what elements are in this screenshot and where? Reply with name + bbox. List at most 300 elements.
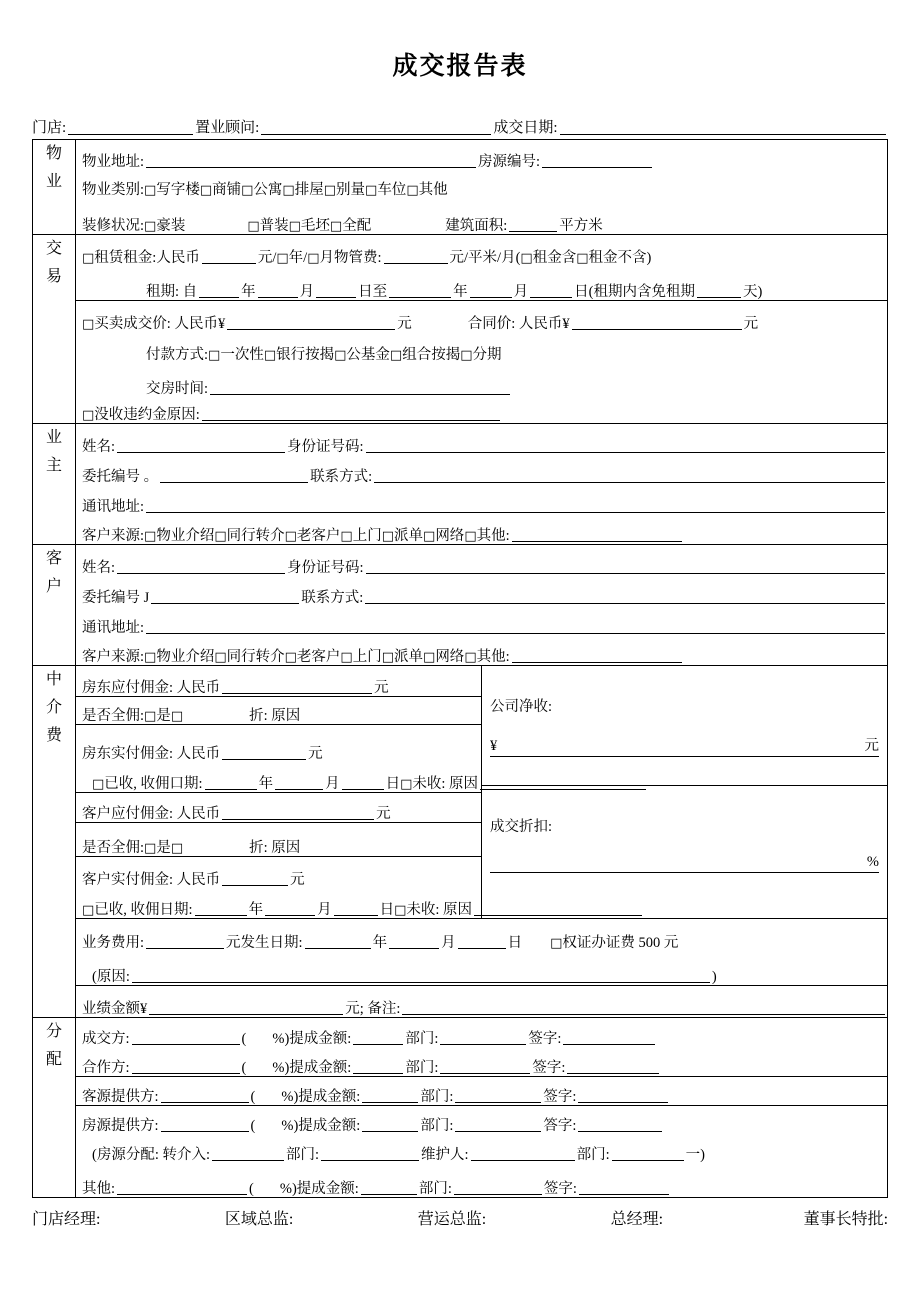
customer-received-year-unit: 年 (248, 901, 264, 918)
customer-paid-unit: 元 (290, 871, 305, 888)
sale-price-input[interactable] (227, 315, 395, 330)
row-customer-due (76, 792, 481, 822)
checkbox-customer-source-4[interactable]: □ (381, 650, 395, 665)
checkbox-payment-3[interactable]: □ (389, 348, 403, 363)
property-address-input[interactable] (146, 153, 476, 168)
alloc-sign-input-0[interactable] (563, 1030, 655, 1045)
section-transaction (33, 235, 888, 424)
checkbox-owner-source-5[interactable]: □ (423, 529, 436, 544)
lease-start-year-input[interactable] (199, 283, 239, 298)
landlord-received-month-unit: 月 (325, 775, 340, 792)
owner-source-other-input[interactable] (512, 527, 682, 542)
payment-method-label: 付款方式: (146, 346, 209, 363)
row-payment-method (76, 332, 887, 363)
alloc-party-input-1[interactable] (132, 1059, 240, 1074)
landlord-paid-unit: 元 (308, 745, 323, 762)
owner-source-label-4: 派单 (394, 527, 424, 544)
discount-rate-cell (482, 786, 887, 901)
decoration-label-3: 全配 (342, 217, 372, 234)
owner-mail-input[interactable] (146, 498, 885, 513)
handover-input[interactable] (210, 380, 510, 395)
row-allocation-3 (76, 1105, 887, 1134)
alloc-pct-open-2: ( (250, 1088, 256, 1105)
landlord-received-day-input[interactable] (342, 775, 384, 790)
alloc-party-input-0[interactable] (132, 1030, 240, 1045)
alloc-party-input-3[interactable] (161, 1117, 249, 1132)
row-allocation-2 (76, 1076, 887, 1105)
alloc-sub-dept-input[interactable] (321, 1146, 419, 1161)
alloc-party-input-2[interactable] (161, 1088, 249, 1103)
signature-row (32, 1206, 888, 1229)
payment-label-3: 组合按揭 (402, 346, 461, 363)
row-property-address (76, 140, 887, 170)
checkbox-customer-source-3[interactable]: □ (340, 650, 353, 665)
listing-no-label: 房源编号: (478, 153, 541, 170)
payment-label-4: 分期 (472, 346, 502, 363)
remark-label: 元; 备注: (345, 1000, 401, 1017)
business-fee-input[interactable] (146, 934, 224, 949)
signature-chairman-approval: 董事长特批: (803, 1211, 889, 1228)
checkbox-decoration-2[interactable]: □ (288, 219, 301, 234)
owner-source-label-6: 其他: (476, 527, 510, 544)
row-allocation-sub (76, 1134, 887, 1163)
checkbox-cert-fee[interactable]: □ (550, 936, 563, 951)
alloc-sub-dept-label: 部门: (286, 1146, 320, 1163)
alloc-commission-input-1[interactable] (353, 1059, 403, 1074)
alloc-party-label-2: 客源提供方: (82, 1088, 159, 1105)
store-input[interactable] (68, 119, 193, 135)
alloc-pct-open-4: ( (249, 1180, 254, 1197)
row-customer-name (76, 545, 887, 576)
alloc-commission-input-2[interactable] (362, 1088, 418, 1103)
lease-to-label: 至 (372, 283, 388, 300)
alloc-pct-open-3: ( (250, 1117, 256, 1134)
row-customer-received (76, 888, 481, 918)
alloc-dept-input-3[interactable] (455, 1117, 541, 1132)
checkbox-owner-source-1[interactable]: □ (214, 529, 227, 544)
agency-fee-side (482, 666, 888, 919)
checkbox-decoration-0[interactable]: □ (144, 219, 157, 234)
checkbox-customer-source-5[interactable]: □ (423, 650, 436, 665)
checkbox-category-1[interactable]: □ (199, 183, 213, 198)
customer-entrust-input[interactable] (151, 589, 299, 604)
lease-end-month-unit: 月 (513, 283, 529, 300)
alloc-commission-label-4: 提成金额: (296, 1180, 359, 1197)
row-rent (76, 235, 887, 266)
payment-label-2: 公基金 (346, 346, 390, 363)
customer-source-label-0: 物业介绍 (156, 648, 215, 665)
customer-due-input[interactable] (222, 805, 374, 820)
alloc-sign-input-2[interactable] (578, 1088, 668, 1103)
category-label-3: 排屋 (294, 181, 324, 198)
checkbox-owner-source-0[interactable]: □ (144, 529, 157, 544)
customer-id-input[interactable] (366, 559, 885, 574)
alloc-dept-input-2[interactable] (455, 1088, 541, 1103)
business-fee-month-input[interactable] (389, 934, 439, 949)
rent-include-close: ) (646, 249, 652, 266)
alloc-sub-referrer-input[interactable] (212, 1146, 284, 1161)
alloc-commission-label-0: 提成金额: (289, 1030, 352, 1047)
customer-source-label-2: 老客户 (296, 648, 341, 665)
free-rent-close: ) (757, 283, 763, 300)
landlord-full-commission-label: 是否全佣: (82, 707, 145, 724)
checkbox-landlord-full-no[interactable]: □ (170, 709, 184, 724)
net-income-value[interactable] (490, 734, 879, 757)
per-year-label: 年/ (288, 249, 308, 266)
row-penalty (76, 397, 887, 423)
owner-source-label: 客户来源: (82, 527, 145, 544)
business-fee-month-unit: 月 (441, 934, 456, 951)
customer-paid-label: 客户实付佣金: 人民币 (82, 871, 221, 888)
signature-general-manager: 总经理: (610, 1211, 664, 1228)
penalty-label: 没收违约金原因: (94, 406, 200, 423)
lease-end-day-input[interactable] (530, 283, 572, 298)
contract-price-label: 合同价: 人民币¥ (467, 315, 570, 332)
checkbox-category-0[interactable]: □ (144, 183, 157, 198)
row-performance (76, 985, 887, 1017)
checkbox-payment-2[interactable]: □ (334, 348, 347, 363)
section-label-customer: 客 户 (33, 545, 76, 666)
category-label-2: 公寓 (253, 181, 283, 198)
checkbox-category-4[interactable]: □ (323, 183, 337, 198)
alloc-sign-label-3: 答字: (543, 1117, 577, 1134)
checkbox-rent-exclude[interactable]: □ (576, 251, 589, 266)
lease-start-year-unit: 年 (241, 283, 256, 300)
sale-price-unit: 元 (397, 315, 412, 332)
checkbox-customer-source-0[interactable]: □ (144, 650, 157, 665)
net-income-label: 公司净收: (490, 698, 553, 715)
alloc-pct-unit-0: %) (272, 1030, 290, 1047)
property-category-label: 物业类别: (82, 181, 145, 198)
customer-mail-input[interactable] (146, 619, 885, 634)
checkbox-category-6[interactable]: □ (406, 183, 419, 198)
section-body-property (76, 140, 888, 235)
row-business-fee (76, 919, 887, 951)
alloc-dept-input-0[interactable] (440, 1030, 526, 1045)
customer-received-year-input[interactable] (195, 901, 247, 916)
page-title: 成交报告表 (392, 52, 528, 80)
checkbox-landlord-received[interactable]: □ (92, 777, 105, 792)
checkbox-landlord-full-yes[interactable]: □ (144, 709, 157, 724)
owner-source-label-5: 网络 (435, 527, 465, 544)
alloc-sign-input-4[interactable] (579, 1180, 669, 1195)
checkbox-customer-source-1[interactable]: □ (214, 650, 227, 665)
property-address-label: 物业地址: (82, 153, 145, 170)
lease-start-day-unit: 日 (358, 283, 373, 300)
advisor-label: 置业顾问: (195, 120, 260, 136)
net-income-unit: 元 (864, 737, 879, 754)
payment-label-1: 银行按揭 (276, 346, 335, 363)
checkbox-rent[interactable]: □ (82, 251, 95, 266)
section-body-transaction (76, 235, 888, 424)
customer-mail-label: 通讯地址: (82, 619, 145, 636)
customer-full-commission-label: 是否全佣: (82, 839, 145, 856)
signature-store-manager: 门店经理: (32, 1211, 101, 1228)
contract-price-input[interactable] (572, 315, 742, 330)
alloc-commission-input-0[interactable] (353, 1030, 403, 1045)
net-income-currency: ¥ (490, 737, 498, 754)
checkbox-per-month[interactable]: □ (307, 251, 320, 266)
rent-include-open: ( (515, 249, 521, 266)
landlord-paid-input[interactable] (222, 745, 306, 760)
free-rent-unit: 天 (742, 283, 758, 300)
contract-price-unit: 元 (743, 315, 759, 332)
section-body-owner (76, 424, 888, 545)
owner-name-label: 姓名: (82, 438, 116, 455)
checkbox-customer-full-no[interactable]: □ (170, 841, 184, 856)
checkbox-owner-source-2[interactable]: □ (284, 529, 297, 544)
rent-exclude-label: 租金不含 (588, 249, 647, 266)
lease-start-month-input[interactable] (258, 283, 298, 298)
landlord-received-year-unit: 年 (258, 775, 274, 792)
row-allocation-0 (76, 1018, 887, 1047)
alloc-sub-maintainer-input[interactable] (471, 1146, 575, 1161)
customer-source-label-3: 上门 (352, 648, 382, 665)
sale-price-label: 买卖成交价: 人民币¥ (94, 315, 226, 332)
discount-rate-label: 成交折扣: (490, 818, 553, 835)
owner-entrust-input[interactable] (160, 468, 308, 483)
landlord-received-day-unit: 日 (385, 775, 401, 792)
customer-received-day-unit: 日 (379, 901, 395, 918)
customer-yes-label: 是 (156, 839, 171, 856)
row-customer-paid (76, 856, 481, 888)
decoration-label: 装修状况: (82, 217, 145, 234)
advisor-input[interactable] (261, 119, 491, 135)
net-income-cell (482, 666, 887, 786)
alloc-sub-dept2-label: 部门: (576, 1146, 610, 1163)
alloc-sub-dept2-input[interactable] (612, 1146, 684, 1161)
customer-paid-input[interactable] (222, 871, 288, 886)
owner-source-label-3: 上门 (352, 527, 382, 544)
owner-name-input[interactable] (117, 438, 285, 453)
alloc-sign-label-4: 签字: (543, 1180, 577, 1197)
alloc-dept-label-2: 部门: (420, 1088, 454, 1105)
agency-fee-main (76, 666, 482, 919)
owner-source-label-1: 同行转介 (226, 527, 285, 544)
checkbox-per-year[interactable]: □ (276, 251, 289, 266)
alloc-pct-open-1: ( (241, 1059, 247, 1076)
checkbox-category-5[interactable]: □ (365, 183, 378, 198)
alloc-sub-maintainer-label: 维护人: (421, 1146, 469, 1163)
owner-contact-label: 联系方式: (310, 468, 373, 485)
deal-date-input[interactable] (560, 119, 886, 135)
owner-id-input[interactable] (366, 438, 885, 453)
customer-id-label: 身份证号码: (287, 559, 364, 576)
performance-label: 业绩金额¥ (82, 1000, 148, 1017)
owner-contact-input[interactable] (374, 468, 885, 483)
landlord-received-year-input[interactable] (205, 775, 257, 790)
category-label-1: 商铺 (212, 181, 242, 198)
business-fee-body (76, 919, 888, 1018)
category-label-4: 别量 (336, 181, 366, 198)
checkbox-owner-source-4[interactable]: □ (381, 529, 395, 544)
performance-input[interactable] (149, 1000, 343, 1015)
row-landlord-received (76, 762, 481, 792)
checkbox-sale[interactable]: □ (82, 317, 95, 332)
checkbox-penalty[interactable]: □ (82, 408, 95, 423)
section-allocation (33, 1018, 888, 1198)
section-agency-fee (33, 666, 888, 919)
handover-label: 交房时间: (146, 380, 209, 397)
business-fee-day-input[interactable] (458, 934, 506, 949)
landlord-due-label: 房东应付佣金: 人民币 (82, 679, 221, 696)
landlord-received-month-input[interactable] (275, 775, 323, 790)
listing-no-input[interactable] (542, 153, 652, 168)
row-owner-source (76, 515, 887, 544)
landlord-received-label: 已收, 收佣口期: (104, 775, 203, 792)
landlord-due-unit: 元 (374, 679, 389, 696)
row-handover (76, 363, 887, 397)
customer-source-label-6: 其他: (476, 648, 510, 665)
row-landlord-full-commission (76, 696, 481, 724)
alloc-party-label-3: 房源提供方: (82, 1117, 159, 1134)
owner-source-label-0: 物业介绍 (156, 527, 215, 544)
lease-end-day-unit: 日 (574, 283, 589, 300)
row-business-fee-reason (76, 951, 887, 985)
alloc-sign-label-2: 签字: (543, 1088, 577, 1105)
section-business-fee (33, 919, 888, 1018)
alloc-sign-input-3[interactable] (578, 1117, 662, 1132)
section-property (33, 140, 888, 235)
checkbox-rent-include[interactable]: □ (520, 251, 533, 266)
section-label-property: 物 业 (33, 140, 76, 235)
business-fee-reason-input[interactable] (132, 968, 710, 983)
customer-contact-input[interactable] (365, 589, 885, 604)
alloc-dept-input-1[interactable] (440, 1059, 530, 1074)
category-label-5: 车位 (377, 181, 407, 198)
business-fee-label: 业务费用: (82, 934, 145, 951)
owner-source-label-2: 老客户 (296, 527, 341, 544)
alloc-commission-input-3[interactable] (362, 1117, 418, 1132)
store-label: 门店: (32, 120, 67, 136)
row-customer-full-commission (76, 822, 481, 856)
checkbox-customer-full-yes[interactable]: □ (144, 841, 157, 856)
landlord-not-received-label: 未收: 原因 (412, 775, 479, 792)
checkbox-payment-4[interactable]: □ (460, 348, 473, 363)
business-fee-reason-open: (原因: (92, 968, 130, 985)
customer-contact-label: 联系方式: (301, 589, 364, 606)
customer-name-input[interactable] (117, 559, 285, 574)
checkbox-payment-0[interactable]: □ (208, 348, 221, 363)
business-fee-reason-close: ) (711, 968, 717, 985)
penalty-input[interactable] (202, 406, 500, 421)
customer-received-month-input[interactable] (265, 901, 315, 916)
alloc-party-label-4: 其他: (82, 1180, 116, 1197)
alloc-party-input-4[interactable] (117, 1180, 247, 1195)
business-fee-unit: 元发生日期: (226, 934, 303, 951)
business-fee-year-input[interactable] (305, 934, 371, 949)
section-customer (33, 545, 888, 666)
customer-source-other-input[interactable] (512, 648, 682, 663)
customer-not-received-label: 未收: 原因 (406, 901, 473, 918)
checkbox-owner-source-3[interactable]: □ (340, 529, 353, 544)
checkbox-category-2[interactable]: □ (241, 183, 254, 198)
alloc-sub-open: (房源分配: 转介入: (92, 1146, 211, 1163)
category-label-6: 其他 (418, 181, 448, 198)
free-rent-open: (租期内含免租期 (588, 283, 695, 300)
area-input[interactable] (509, 217, 557, 232)
section-label-owner: 业 主 (33, 424, 76, 545)
alloc-pct-open-0: ( (241, 1030, 247, 1047)
alloc-sub-close: 一) (685, 1146, 705, 1163)
checkbox-decoration-3[interactable]: □ (329, 219, 343, 234)
row-property-decoration (76, 198, 887, 234)
checkbox-customer-source-2[interactable]: □ (284, 650, 297, 665)
owner-entrust-label: 委托编号 。 (82, 468, 159, 485)
checkbox-owner-source-6[interactable]: □ (464, 529, 477, 544)
section-owner (33, 424, 888, 545)
lease-end-year-input[interactable] (389, 283, 451, 298)
rent-amount-input[interactable] (202, 249, 256, 264)
alloc-commission-label-2: 提成金额: (298, 1088, 361, 1105)
section-body-allocation (76, 1018, 888, 1198)
alloc-pct-unit-2: %) (281, 1088, 299, 1105)
free-rent-days-input[interactable] (697, 283, 741, 298)
alloc-commission-label-3: 提成金额: (298, 1117, 361, 1134)
owner-id-label: 身份证号码: (287, 438, 364, 455)
row-customer-source (76, 636, 887, 665)
checkbox-landlord-not-received[interactable]: □ (400, 777, 413, 792)
customer-name-label: 姓名: (82, 559, 116, 576)
row-customer-mail (76, 606, 887, 636)
checkbox-category-3[interactable]: □ (282, 183, 295, 198)
alloc-dept-label-4: 部门: (418, 1180, 452, 1197)
decoration-label-2: 毛坯 (300, 217, 330, 234)
customer-received-day-input[interactable] (334, 901, 378, 916)
discount-rate-value[interactable] (490, 854, 879, 873)
row-allocation-1 (76, 1047, 887, 1076)
customer-not-received-input[interactable] (474, 901, 642, 916)
owner-mail-label: 通讯地址: (82, 498, 145, 515)
decoration-label-0: 豪装 (156, 217, 186, 234)
checkbox-customer-received[interactable]: □ (82, 903, 95, 918)
category-label-0: 写字楼 (156, 181, 200, 198)
business-fee-day-unit: 日 (507, 934, 523, 951)
row-sale-price (76, 300, 887, 332)
checkbox-customer-not-received[interactable]: □ (394, 903, 407, 918)
alloc-commission-input-4[interactable] (361, 1180, 417, 1195)
checkbox-payment-1[interactable]: □ (263, 348, 277, 363)
checkbox-customer-source-6[interactable]: □ (464, 650, 477, 665)
alloc-dept-input-4[interactable] (454, 1180, 542, 1195)
area-label: 建筑面积: (445, 217, 508, 234)
landlord-due-input[interactable] (222, 679, 372, 694)
alloc-commission-label-1: 提成金额: (289, 1059, 352, 1076)
lease-start-day-input[interactable] (316, 283, 356, 298)
row-owner-entrust (76, 455, 887, 485)
alloc-sign-input-1[interactable] (567, 1059, 659, 1074)
row-landlord-due (76, 666, 481, 696)
customer-due-unit: 元 (376, 805, 391, 822)
lease-end-month-input[interactable] (470, 283, 512, 298)
checkbox-decoration-1[interactable]: □ (247, 219, 260, 234)
deal-date-label: 成交日期: (493, 120, 558, 136)
landlord-not-received-input[interactable] (480, 775, 646, 790)
remark-input[interactable] (402, 1000, 885, 1015)
customer-source-label-4: 派单 (394, 648, 424, 665)
row-owner-name (76, 424, 887, 455)
property-fee-label: 物管费: (333, 249, 382, 266)
alloc-dept-label-0: 部门: (405, 1030, 439, 1047)
rent-include-label: 租金含 (532, 249, 577, 266)
alloc-pct-unit-4: %) (279, 1180, 297, 1197)
customer-received-label: 已收, 收佣日期: (94, 901, 193, 918)
property-fee-input[interactable] (384, 249, 448, 264)
payment-label-0: 一次性 (220, 346, 264, 363)
row-property-category (76, 170, 887, 198)
form-header (32, 116, 888, 137)
section-body-customer (76, 545, 888, 666)
